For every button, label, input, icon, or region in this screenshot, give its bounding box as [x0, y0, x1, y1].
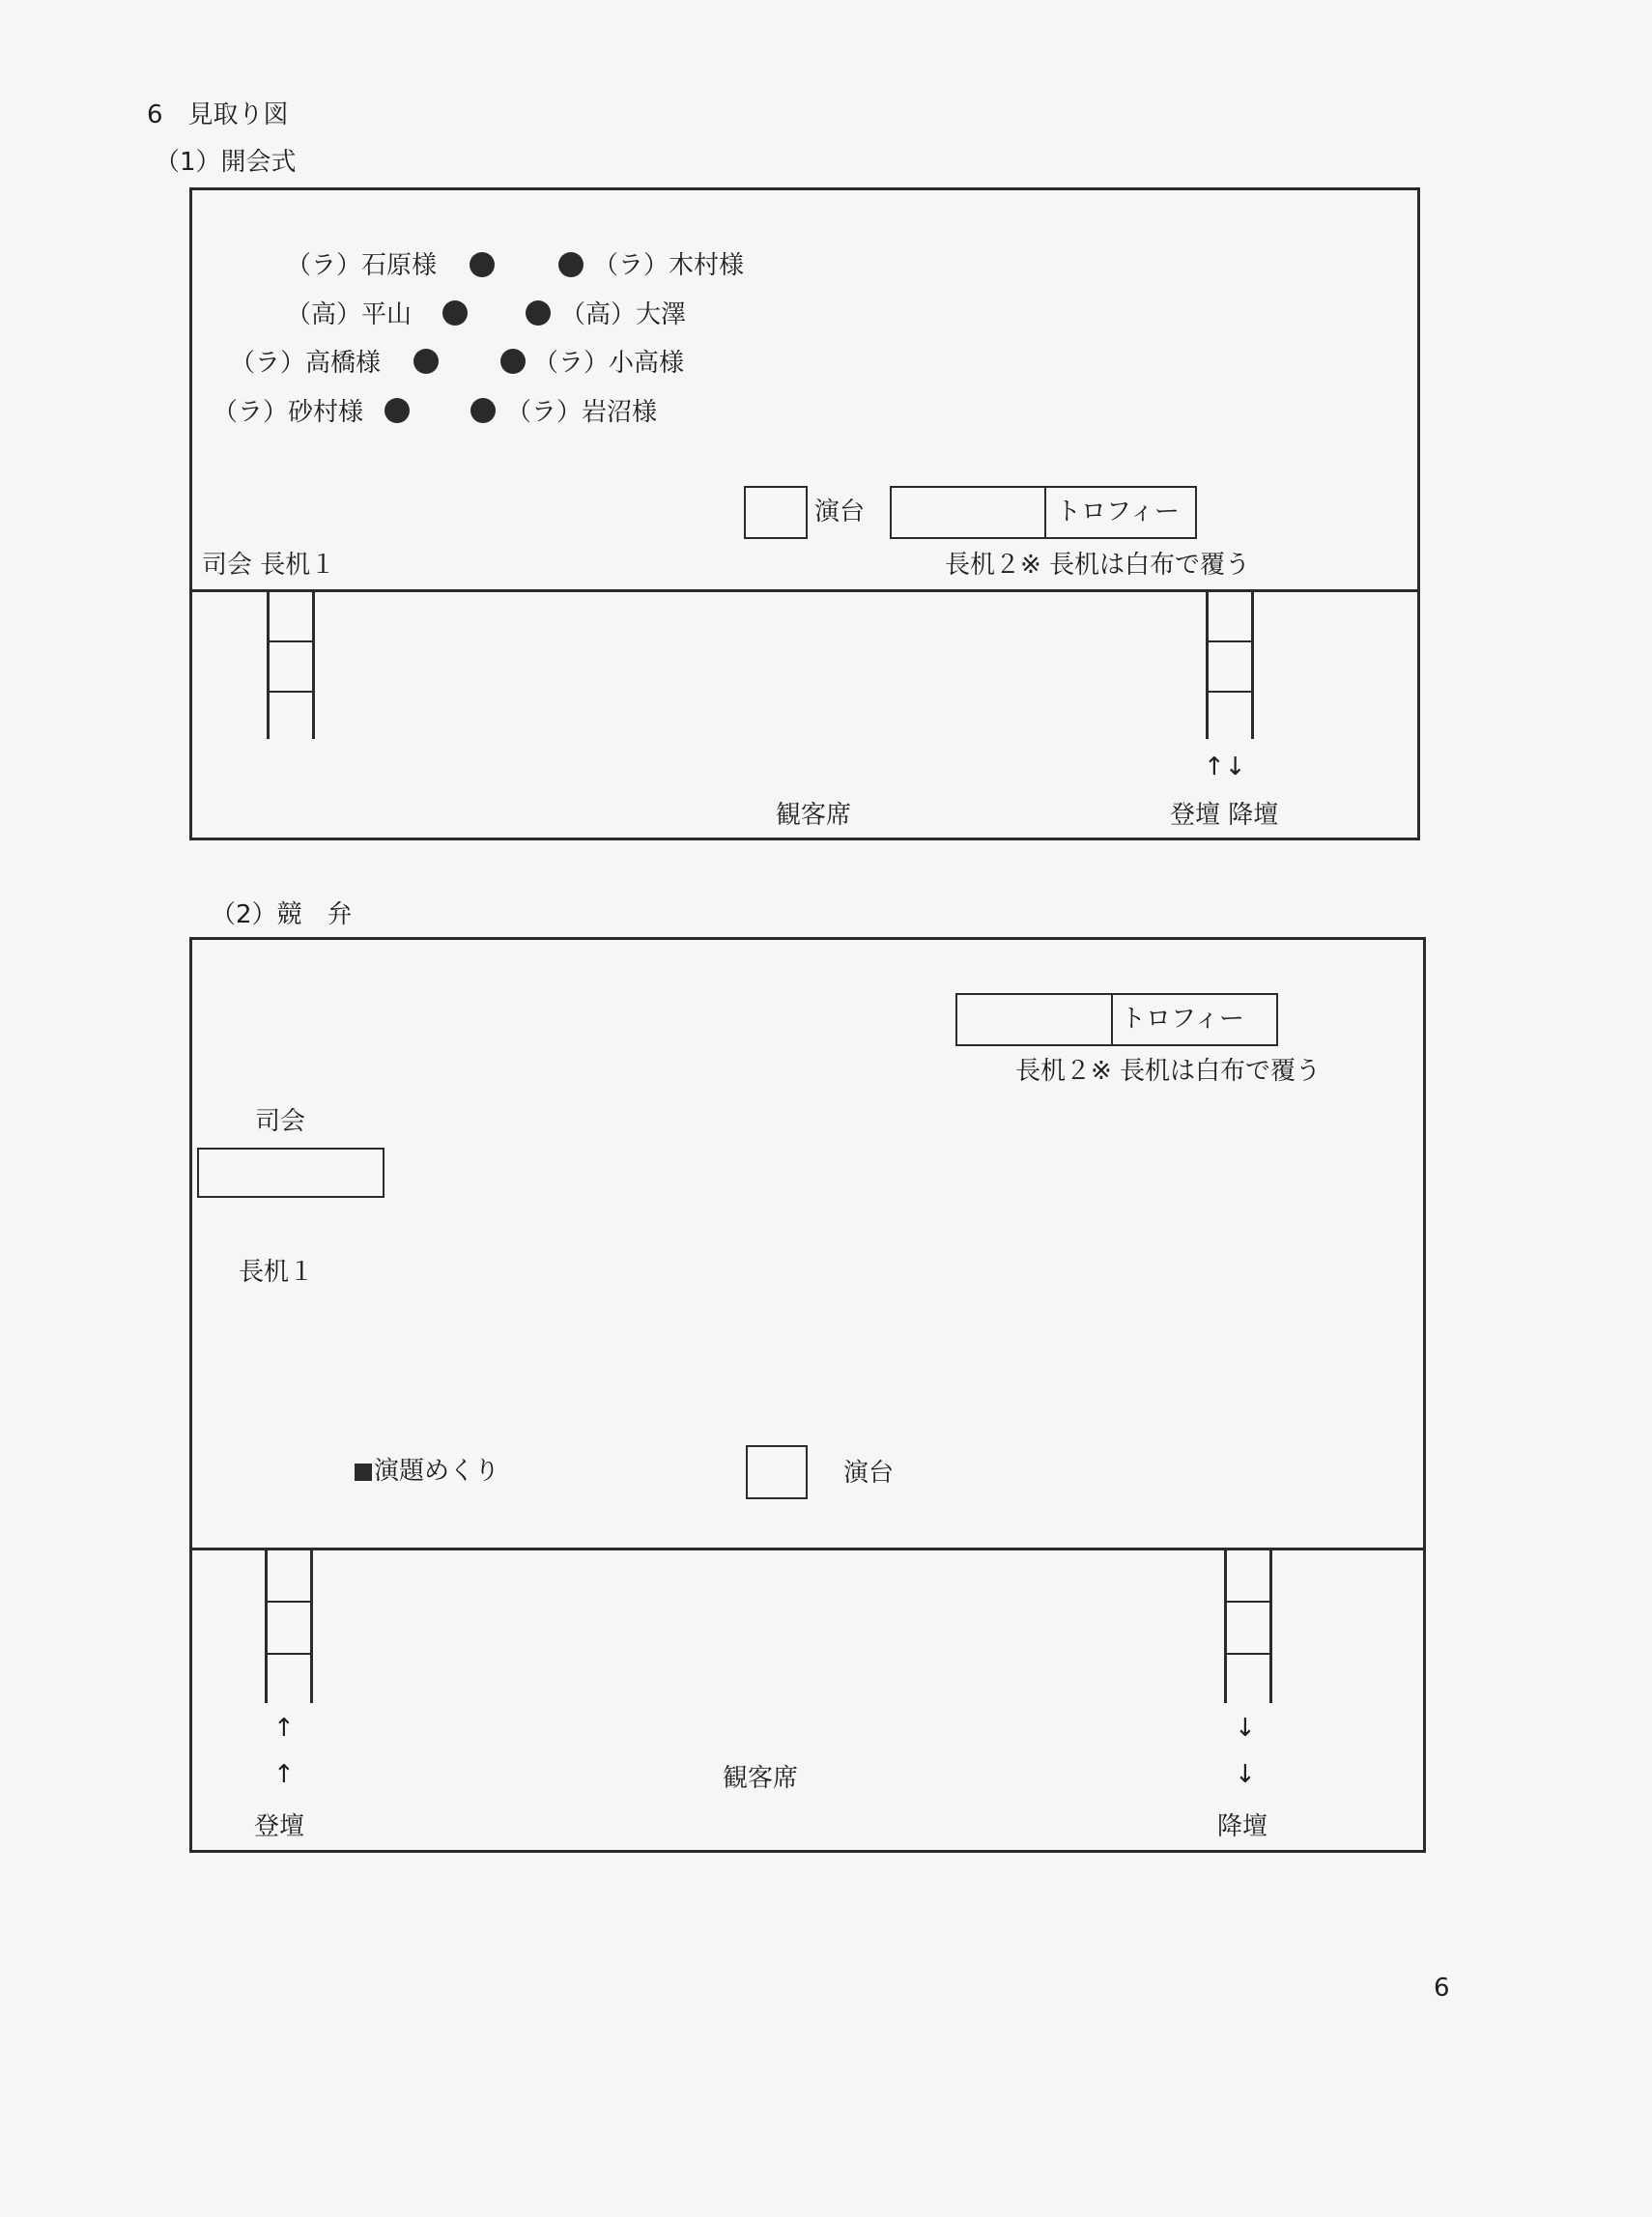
mc-label: 司会	[255, 1107, 306, 1136]
seat-dot	[526, 300, 551, 326]
up-down-arrows: ↑↓	[1204, 753, 1246, 782]
desk-divider	[1111, 995, 1113, 1044]
podium-label: 演台	[814, 497, 866, 526]
guest-right-4: （ラ）岩沼様	[506, 398, 658, 427]
guest-left-4: （ラ）砂村様	[213, 398, 364, 427]
desk2-note: 長机２※ 長机は白布で覆う	[945, 551, 1251, 580]
long-desk-1	[197, 1148, 385, 1198]
down-arrow-1: ↓	[1235, 1714, 1256, 1743]
seat-dot	[413, 349, 439, 374]
guest-right-1: （ラ）木村様	[593, 251, 745, 280]
seat-dot	[385, 398, 410, 423]
guest-left-2: （高）平山	[286, 300, 413, 329]
seat-dot	[500, 349, 526, 374]
mc-desk1-label: 司会 長机１	[202, 551, 336, 580]
audience-label: 観客席	[723, 1764, 799, 1793]
desk1-label: 長机１	[239, 1258, 315, 1287]
podium-box	[746, 1445, 808, 1499]
stage-stairs-left	[267, 592, 315, 739]
desk-divider	[1044, 488, 1046, 537]
guest-right-2: （高）大澤	[560, 300, 687, 329]
up-arrow-1: ↑	[273, 1714, 295, 1743]
seat-dot	[442, 300, 468, 326]
stage-up-down-label: 登壇 降壇	[1170, 801, 1279, 830]
guest-left-3: （ラ）高橋様	[230, 349, 382, 378]
audience-label: 観客席	[776, 801, 852, 830]
stage-stairs-right	[1224, 1550, 1272, 1703]
topic-flip-text: 演題めくり	[374, 1457, 500, 1486]
desk2-note: 長机２※ 長机は白布で覆う	[1015, 1057, 1322, 1086]
podium-box	[744, 486, 808, 539]
speech-contest-heading: （2）競 弁	[211, 900, 353, 929]
section-heading: 6 見取り図	[147, 100, 289, 129]
guest-right-3: （ラ）小高様	[533, 349, 685, 378]
down-arrow-2: ↓	[1235, 1760, 1256, 1789]
stage-stairs-right	[1206, 592, 1254, 739]
trophy-label: トロフィー	[1121, 1005, 1244, 1034]
topic-flip-label	[355, 1457, 499, 1486]
opening-ceremony-heading: （1）開会式	[155, 148, 297, 177]
square-marker-icon	[355, 1464, 372, 1481]
page-number: 6	[1434, 1974, 1450, 2003]
podium-label: 演台	[843, 1459, 895, 1488]
seat-dot	[558, 252, 584, 277]
stage-stairs-left	[265, 1550, 313, 1703]
seat-dot	[470, 398, 496, 423]
guest-left-1: （ラ）石原様	[286, 251, 438, 280]
seat-dot	[470, 252, 495, 277]
stage-up-label: 登壇	[254, 1812, 305, 1841]
up-arrow-2: ↑	[273, 1760, 295, 1789]
stage-down-label: 降壇	[1217, 1812, 1268, 1841]
trophy-label: トロフィー	[1056, 497, 1180, 526]
